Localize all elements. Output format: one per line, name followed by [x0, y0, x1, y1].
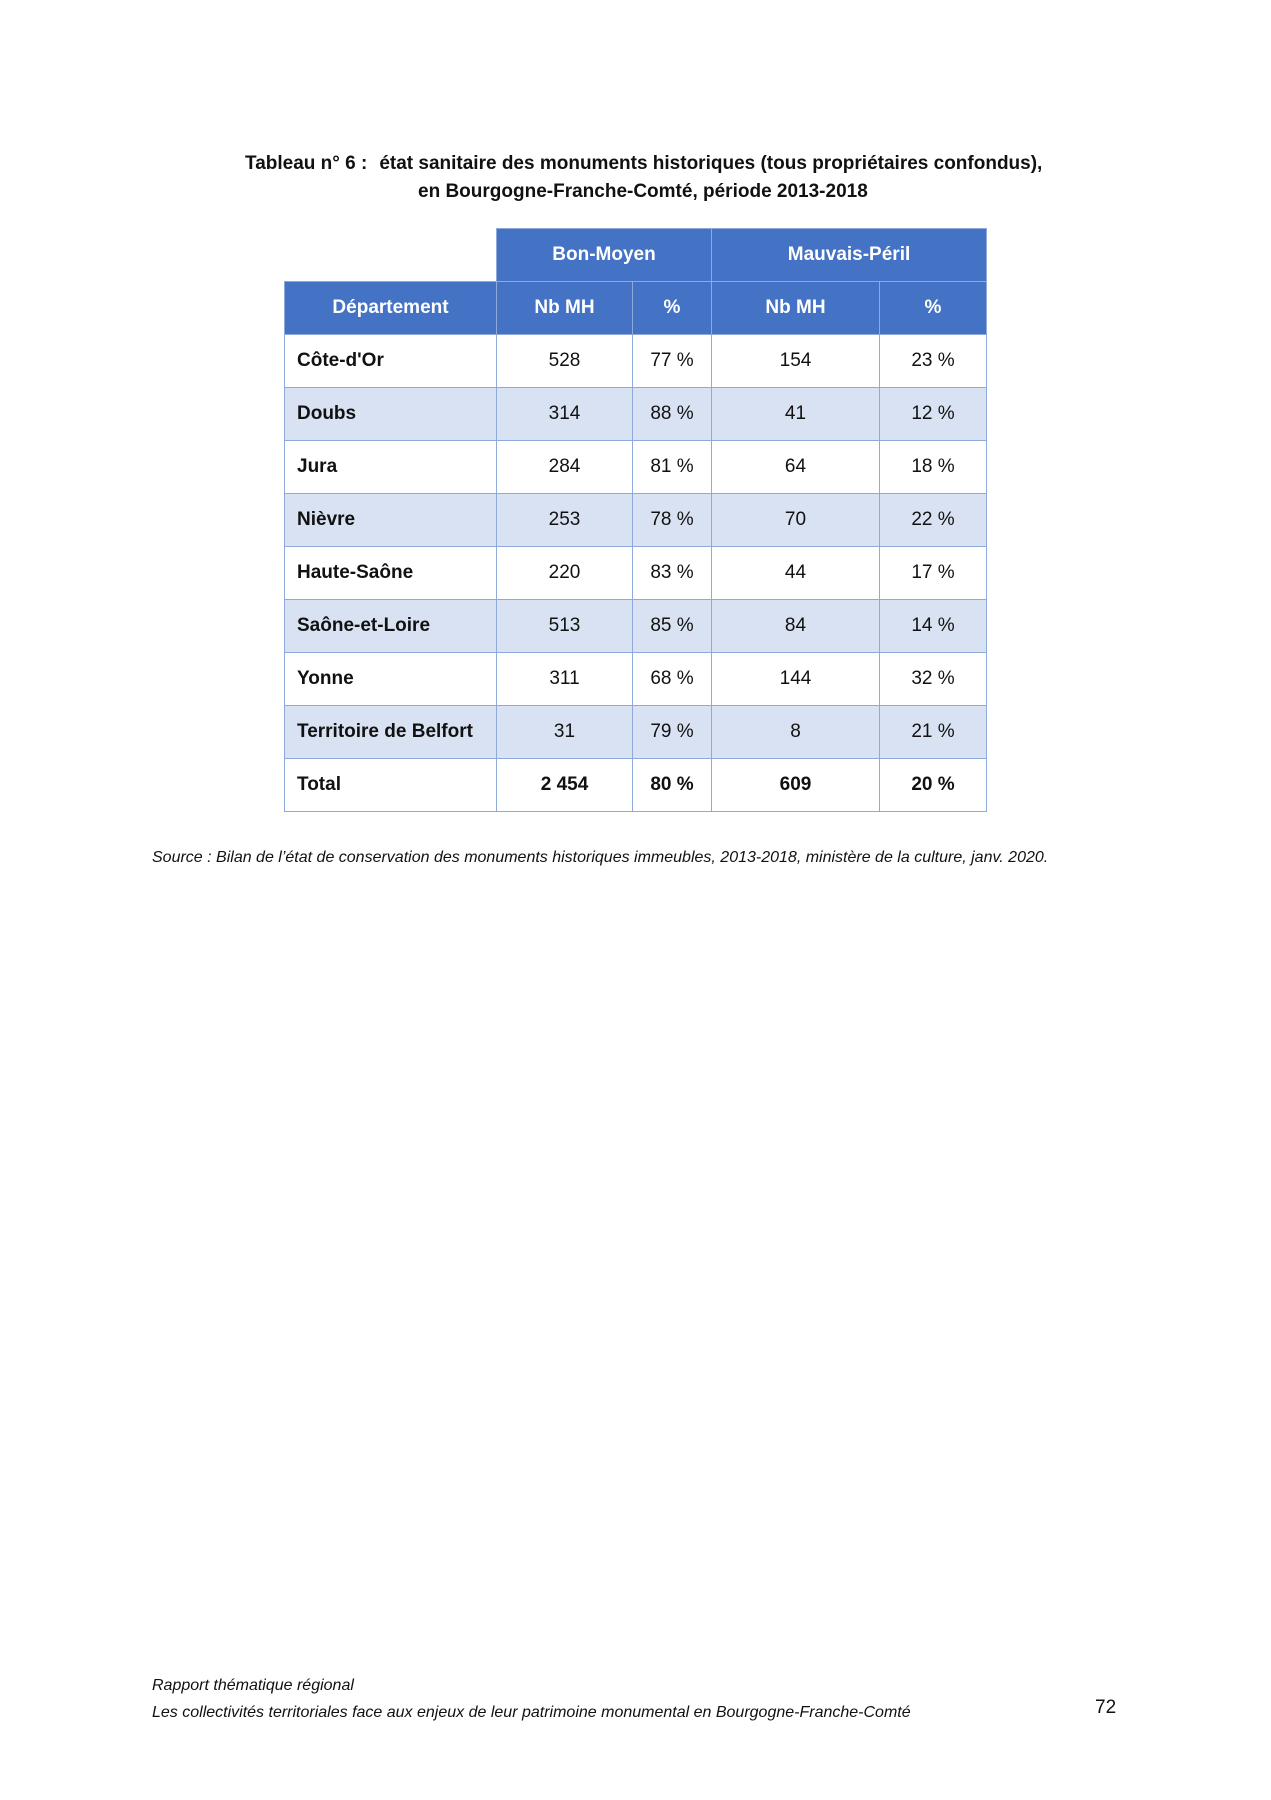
mp-pct-cell: 14 %	[880, 600, 987, 653]
dept-cell: Côte-d'Or	[285, 335, 497, 388]
page-number: 72	[1095, 1697, 1117, 1718]
bm-nb-cell: 311	[497, 653, 633, 706]
title-text-1: état sanitaire des monuments historiques (tous propriétaires confondus),	[379, 153, 1043, 174]
dept-cell: Jura	[285, 441, 497, 494]
mp-nb-cell: 154	[712, 335, 880, 388]
total-row	[285, 759, 987, 812]
bm-nb-cell: 528	[497, 335, 633, 388]
bm-pct-cell: 77 %	[633, 335, 712, 388]
table-row	[285, 600, 987, 653]
mp-pct-cell: 17 %	[880, 547, 987, 600]
table-number-label: Tableau n° 6 :	[245, 153, 368, 174]
monuments-table	[284, 228, 987, 812]
mp-nb-cell: 44	[712, 547, 880, 600]
mp-pct-cell: 21 %	[880, 706, 987, 759]
dept-cell: Nièvre	[285, 494, 497, 547]
dept-cell: Haute-Saône	[285, 547, 497, 600]
mp-nb-cell: 70	[712, 494, 880, 547]
table-row	[285, 494, 987, 547]
blank-header-cell	[285, 229, 497, 282]
mp-nb-cell: 144	[712, 653, 880, 706]
header-mp-pct: %	[880, 282, 987, 335]
group-header-row	[285, 229, 987, 282]
table-row	[285, 388, 987, 441]
bm-pct-cell: 68 %	[633, 653, 712, 706]
title-line-2: en Bourgogne-Franche-Comté, période 2013-2018	[418, 181, 868, 202]
bm-nb-cell: 513	[497, 600, 633, 653]
total-mp-nb-cell: 609	[712, 759, 880, 812]
total-bm-nb-cell: 2 454	[497, 759, 633, 812]
dept-cell: Territoire de Belfort	[285, 706, 497, 759]
mp-nb-cell: 8	[712, 706, 880, 759]
page-footer	[152, 1672, 911, 1726]
dept-cell: Saône-et-Loire	[285, 600, 497, 653]
bm-pct-cell: 83 %	[633, 547, 712, 600]
mp-pct-cell: 12 %	[880, 388, 987, 441]
bm-nb-cell: 220	[497, 547, 633, 600]
header-bm-nb: Nb MH	[497, 282, 633, 335]
bm-nb-cell: 253	[497, 494, 633, 547]
header-bm-pct: %	[633, 282, 712, 335]
source-note: Source : Bilan de l’état de conservation des monuments historiques immeubles, 2013-2018, ministère de la culture, janv. 2020.	[152, 849, 1049, 866]
bm-pct-cell: 81 %	[633, 441, 712, 494]
mp-nb-cell: 84	[712, 600, 880, 653]
header-departement: Département	[285, 282, 497, 335]
bm-pct-cell: 79 %	[633, 706, 712, 759]
bm-nb-cell: 314	[497, 388, 633, 441]
column-header-row	[285, 282, 987, 335]
table-row	[285, 441, 987, 494]
group-header-mauvais-peril: Mauvais-Péril	[712, 229, 987, 282]
table-row	[285, 653, 987, 706]
mp-pct-cell: 22 %	[880, 494, 987, 547]
footer-report-title: Les collectivités territoriales face aux enjeux de leur patrimoine monumental en Bourgogne-Franche-Comté	[152, 1704, 911, 1721]
group-header-bon-moyen: Bon-Moyen	[497, 229, 712, 282]
header-mp-nb: Nb MH	[712, 282, 880, 335]
mp-pct-cell: 32 %	[880, 653, 987, 706]
footer-report-type: Rapport thématique régional	[152, 1677, 354, 1694]
bm-nb-cell: 284	[497, 441, 633, 494]
bm-pct-cell: 78 %	[633, 494, 712, 547]
bm-pct-cell: 85 %	[633, 600, 712, 653]
title-line-1	[245, 150, 1042, 177]
mp-pct-cell: 23 %	[880, 335, 987, 388]
mp-nb-cell: 64	[712, 441, 880, 494]
total-label-cell: Total	[285, 759, 497, 812]
dept-cell: Yonne	[285, 653, 497, 706]
bm-nb-cell: 31	[497, 706, 633, 759]
total-bm-pct-cell: 80 %	[633, 759, 712, 812]
table-row	[285, 335, 987, 388]
mp-nb-cell: 41	[712, 388, 880, 441]
mp-pct-cell: 18 %	[880, 441, 987, 494]
bm-pct-cell: 88 %	[633, 388, 712, 441]
dept-cell: Doubs	[285, 388, 497, 441]
total-mp-pct-cell: 20 %	[880, 759, 987, 812]
table-row	[285, 706, 987, 759]
table-row	[285, 547, 987, 600]
